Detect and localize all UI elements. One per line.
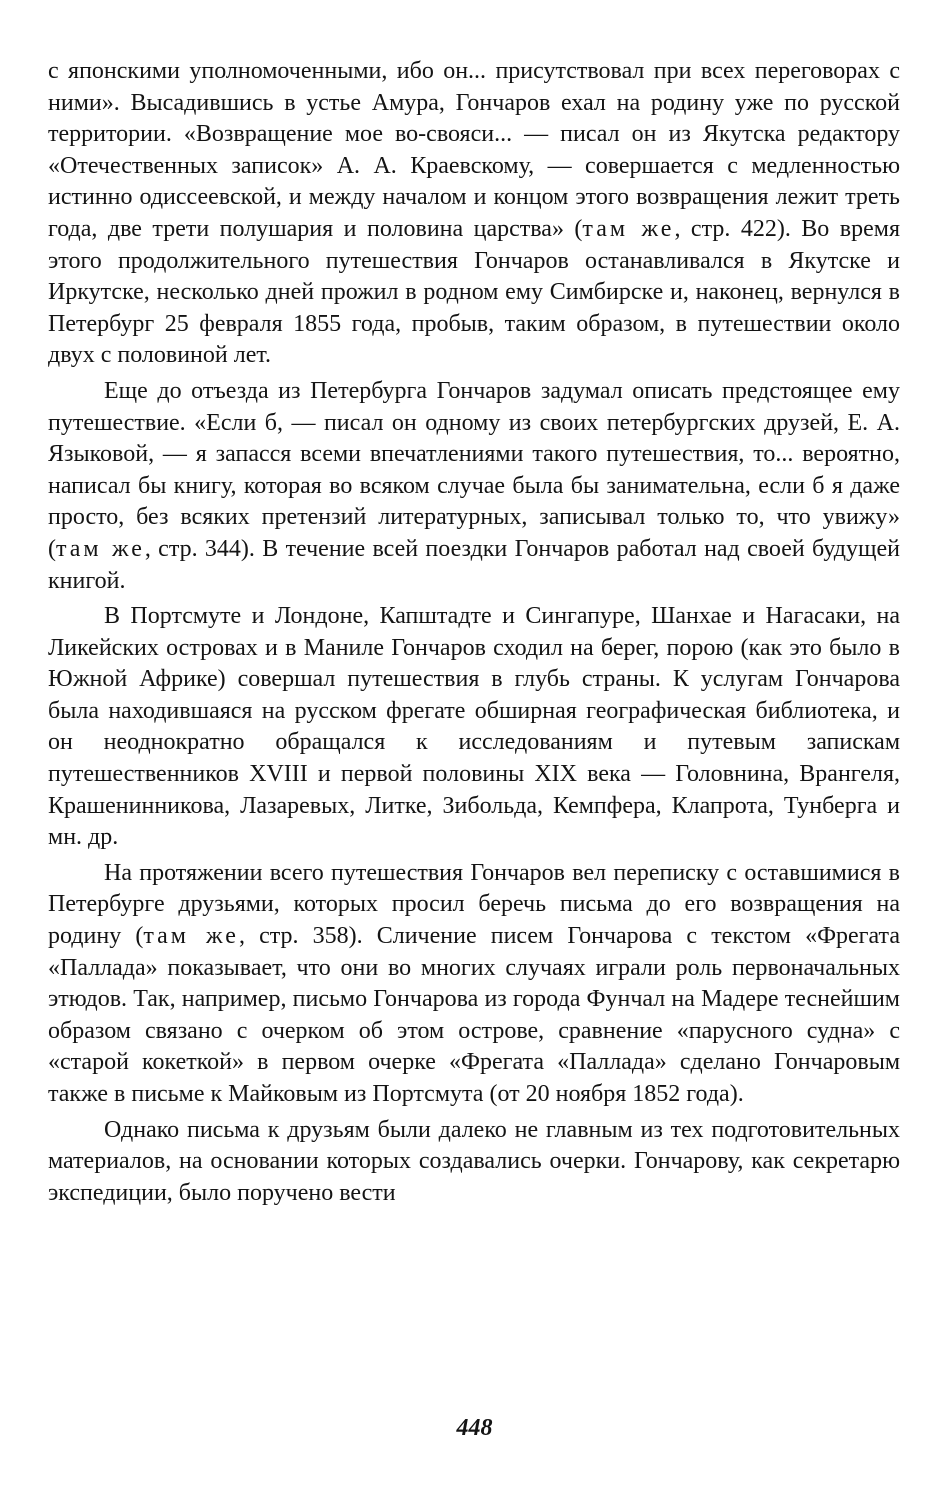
reference-spaced-text: там же — [582, 215, 675, 242]
paragraph-text: , стр. 422). Во время этого продолжительного путешествия Гончаров останавливался в Якутске и Иркутске, несколько дней прожил в родном ему Симбирске и, наконец, вернулся в Петербург 25 февраля 1855 года, пробыв, таким образом, в путешествии около двух с половиной лет. — [48, 215, 900, 369]
paragraph-text: Еще до отъезда из Петербурга Гончаров задумал описать предстоящее ему путешествие. «Если б, — писал он одному из своих петербургских друзей, Е. А. Языковой, — я запасся всеми впечатлениями такого путешествия, то... вероятно, написал бы книгу, которая во всяком случае была бы занимательна, если б я даже просто, без всяких претензий литературных, записывал только то, что увижу» ( — [48, 377, 900, 562]
paragraph-4 — [48, 858, 900, 1111]
paragraph-text: В Портсмуте и Лондоне, Капштадте и Сингапуре, Шанхае и Нагасаки, на Ликейских островах и в Маниле Гончаров сходил на берег, порою (как это было в Южной Африке) совершал путешествия в глубь страны. К услугам Гончарова была находившаяся на русском фрегате обширная географическая библиотека, и он неоднократно обращался к исследованиям и путевым запискам путешественников XVIII и первой половины XIX века — Головнина, Врангеля, Крашенинникова, Лазаревых, Литке, Зибольда, Кемпфера, Клапрота, Тунберга и мн. др. — [48, 603, 900, 851]
paragraph-text: , стр. 358). Сличение писем Гончарова с текстом «Фрегата «Паллада» показывает, что они во многих случаях играли роль первоначальных этюдов. Так, например, письмо Гончарова из города Фунчал на Мадере теснейшим образом связано с очерком об этом острове, сравнение «парусного судна» с «старой кокеткой» в первом очерке «Фрегата «Паллада» сделано Гончаровым также в письме к Майковым из Портсмута (от 20 ноября 1852 года). — [48, 923, 900, 1107]
reference-spaced-text: там же — [56, 535, 145, 562]
paragraph-text: , стр. 344). В течение всей поездки Гончаров работал над своей будущей книгой. — [48, 535, 900, 594]
paragraph-5 — [48, 1115, 900, 1210]
paragraph-text: Однако письма к друзьям были далеко не главным из тех подготовительных материалов, на основании которых создавались очерки. Гончарову, как секретарю экспедиции, было поручено вести — [48, 1116, 900, 1206]
paragraph-text: с японскими уполномоченными, ибо он... присутствовал при всех переговорах с ними». Высадившись в устье Амура, Гончаров ехал на родину уже по русской территории. «Возвращение мое во-свояси... — писал он из Якутска редактору «Отечественных записок» А. А. Краевскому, — совершается с медленностью истинно одиссеевской, и между началом и концом этого возвращения лежит треть года, две трети полушария и половина царства» ( — [48, 58, 900, 242]
document-body — [48, 56, 900, 1213]
page-number: 448 — [456, 1415, 493, 1441]
paragraph-3 — [48, 601, 900, 854]
paragraph-text: На протяжении всего путешествия Гончаров вел переписку с оставшимися в Петербурге друзьями, которых просил беречь письма до его возвращения на родину ( — [48, 859, 900, 950]
paragraph-2 — [48, 376, 900, 597]
paragraph-1 — [48, 56, 900, 372]
reference-spaced-text: там же — [143, 923, 239, 950]
